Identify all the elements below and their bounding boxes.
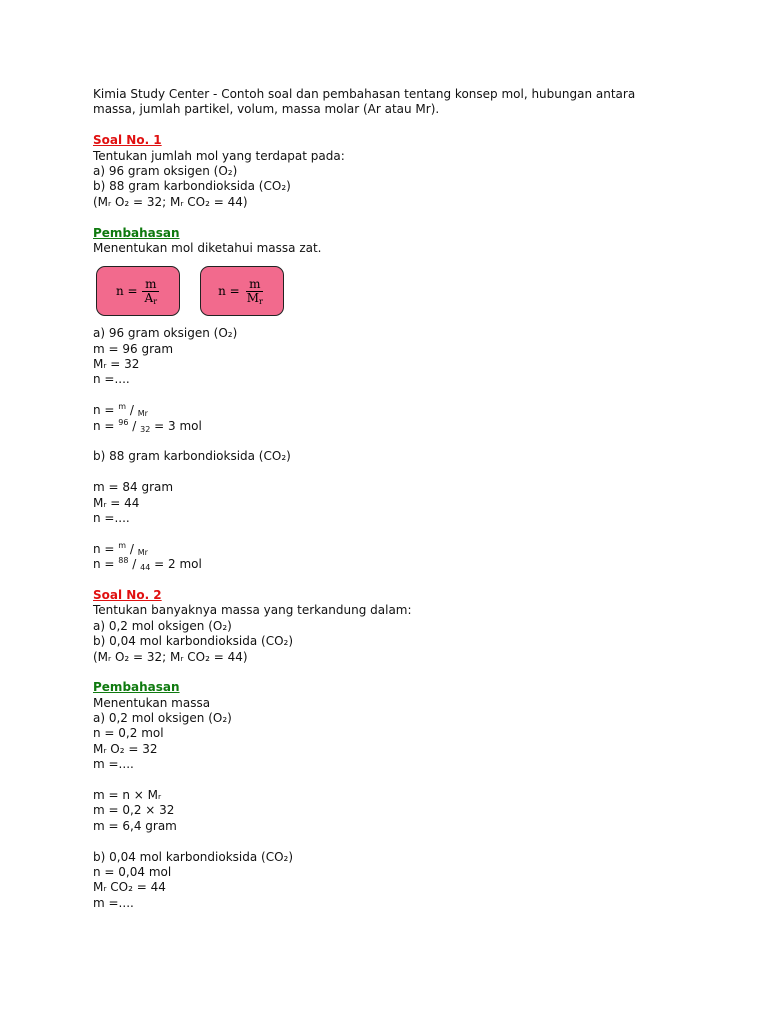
intro-line-2: massa, jumlah partikel, volum, massa molar (Ar atau Mr). xyxy=(93,102,440,117)
p1-a-mass: m = 96 gram xyxy=(93,341,174,356)
p1-a-mr: Mᵣ = 32 xyxy=(93,357,140,372)
p1-a-calc-num: 96 xyxy=(118,417,129,427)
p1-b-formula-den: Mr xyxy=(137,547,148,557)
p1-b-calc-den: 44 xyxy=(140,563,151,573)
p1-b-formula-pre: n = xyxy=(93,541,119,556)
p1-b-formula: n = $^m$ / $_{Mr}$ xyxy=(93,540,148,557)
p1-b-formula-num: m xyxy=(118,540,127,550)
formula-box-mr xyxy=(200,266,284,316)
formula-fraction xyxy=(142,278,161,305)
soal-1-title: Soal No. 1 xyxy=(93,133,162,148)
pembahasan-1-heading xyxy=(93,226,733,241)
pembahasan-2-intro: Menentukan massa xyxy=(93,695,211,710)
formula-denominator-symbol: A xyxy=(144,290,154,305)
p1-b-calc-result: = 2 mol xyxy=(150,557,202,572)
formula-denominator-symbol: M xyxy=(246,290,260,305)
p1-b-calc: n = $^{88}$ / $_{44}$ = 2 mol xyxy=(93,556,202,573)
document-page xyxy=(93,87,733,911)
soal-1-item-b: b) 88 gram karbondioksida (CO₂) xyxy=(93,179,291,194)
soal-2-item-a: a) 0,2 mol oksigen (O₂) xyxy=(93,618,232,633)
p1-a-formula-pre: n = xyxy=(93,403,119,418)
formula-lhs: n = xyxy=(218,284,240,299)
p2-a-result: m = 6,4 gram xyxy=(93,818,177,833)
p2-a-n: n = 0,2 mol xyxy=(93,726,164,741)
p2-b-title: b) 0,04 mol karbondioksida (CO₂) xyxy=(93,849,294,864)
pembahasan-1-intro: Menentukan mol diketahui massa zat. xyxy=(93,240,322,255)
p2-b-n: n = 0,04 mol xyxy=(93,864,172,879)
p1-a-formula-den: Mr xyxy=(137,409,148,419)
p1-a-n-blank: n =.... xyxy=(93,372,130,387)
p2-a-m-blank: m =.... xyxy=(93,757,134,772)
p1-a-title: a) 96 gram oksigen (O₂) xyxy=(93,326,238,341)
p1-a-calc-pre: n = xyxy=(93,418,119,433)
soal-1-item-a: a) 96 gram oksigen (O₂) xyxy=(93,163,238,178)
formula-boxes xyxy=(96,266,733,316)
p1-b-mr: Mᵣ = 44 xyxy=(93,495,140,510)
p1-b-calc-pre: n = xyxy=(93,557,119,572)
formula-denominator-subscript: r xyxy=(153,296,158,306)
p2-a-mr: Mᵣ O₂ = 32 xyxy=(93,741,158,756)
formula-numerator: m xyxy=(246,278,263,292)
p1-a-calc-den: 32 xyxy=(140,424,151,434)
intro-line-1: Kimia Study Center - Contoh soal dan pembahasan tentang konsep mol, hubungan antara xyxy=(93,87,636,101)
p2-a-calc: m = 0,2 × 32 xyxy=(93,803,175,818)
p1-b-title: b) 88 gram karbondioksida (CO₂) xyxy=(93,449,291,464)
p2-b-m-blank: m =.... xyxy=(93,895,134,910)
soal-1-heading xyxy=(93,133,733,148)
p1-b-calc-num: 88 xyxy=(118,556,129,566)
soal-2-item-b: b) 0,04 mol karbondioksida (CO₂) xyxy=(93,634,294,649)
pembahasan-2-title: Pembahasan xyxy=(93,680,180,695)
p1-b-n-blank: n =.... xyxy=(93,510,130,525)
formula-denominator-subscript: r xyxy=(259,296,263,306)
p1-a-formula-num: m xyxy=(118,402,127,412)
soal-2-given: (Mᵣ O₂ = 32; Mᵣ CO₂ = 44) xyxy=(93,649,248,664)
soal-2-title: Soal No. 2 xyxy=(93,587,162,602)
formula-denominator xyxy=(142,292,161,305)
p1-a-calc-result: = 3 mol xyxy=(150,418,202,433)
p1-b-mass: m = 84 gram xyxy=(93,480,174,495)
p1-a-formula: n = $^m$ / $_{Mr}$ xyxy=(93,402,148,419)
formula-denominator xyxy=(244,292,266,305)
pembahasan-1-title: Pembahasan xyxy=(93,225,180,240)
p2-a-title: a) 0,2 mol oksigen (O₂) xyxy=(93,711,232,726)
formula-numerator: m xyxy=(142,278,159,292)
p1-a-calc: n = $^{96}$ / $_{32}$ = 3 mol xyxy=(93,417,202,434)
formula-lhs: n = xyxy=(115,284,138,299)
soal-1-question: Tentukan jumlah mol yang terdapat pada: xyxy=(93,148,345,163)
soal-2-heading xyxy=(93,588,733,603)
soal-1-given: (Mᵣ O₂ = 32; Mᵣ CO₂ = 44) xyxy=(93,194,248,209)
soal-2-question: Tentukan banyaknya massa yang terkandung dalam: xyxy=(93,603,412,618)
p2-b-mr: Mᵣ CO₂ = 44 xyxy=(93,880,166,895)
formula-fraction xyxy=(244,278,266,305)
pembahasan-2-heading xyxy=(93,680,733,695)
formula-box-ar xyxy=(96,266,180,316)
p2-a-formula: m = n × Mᵣ xyxy=(93,788,162,803)
